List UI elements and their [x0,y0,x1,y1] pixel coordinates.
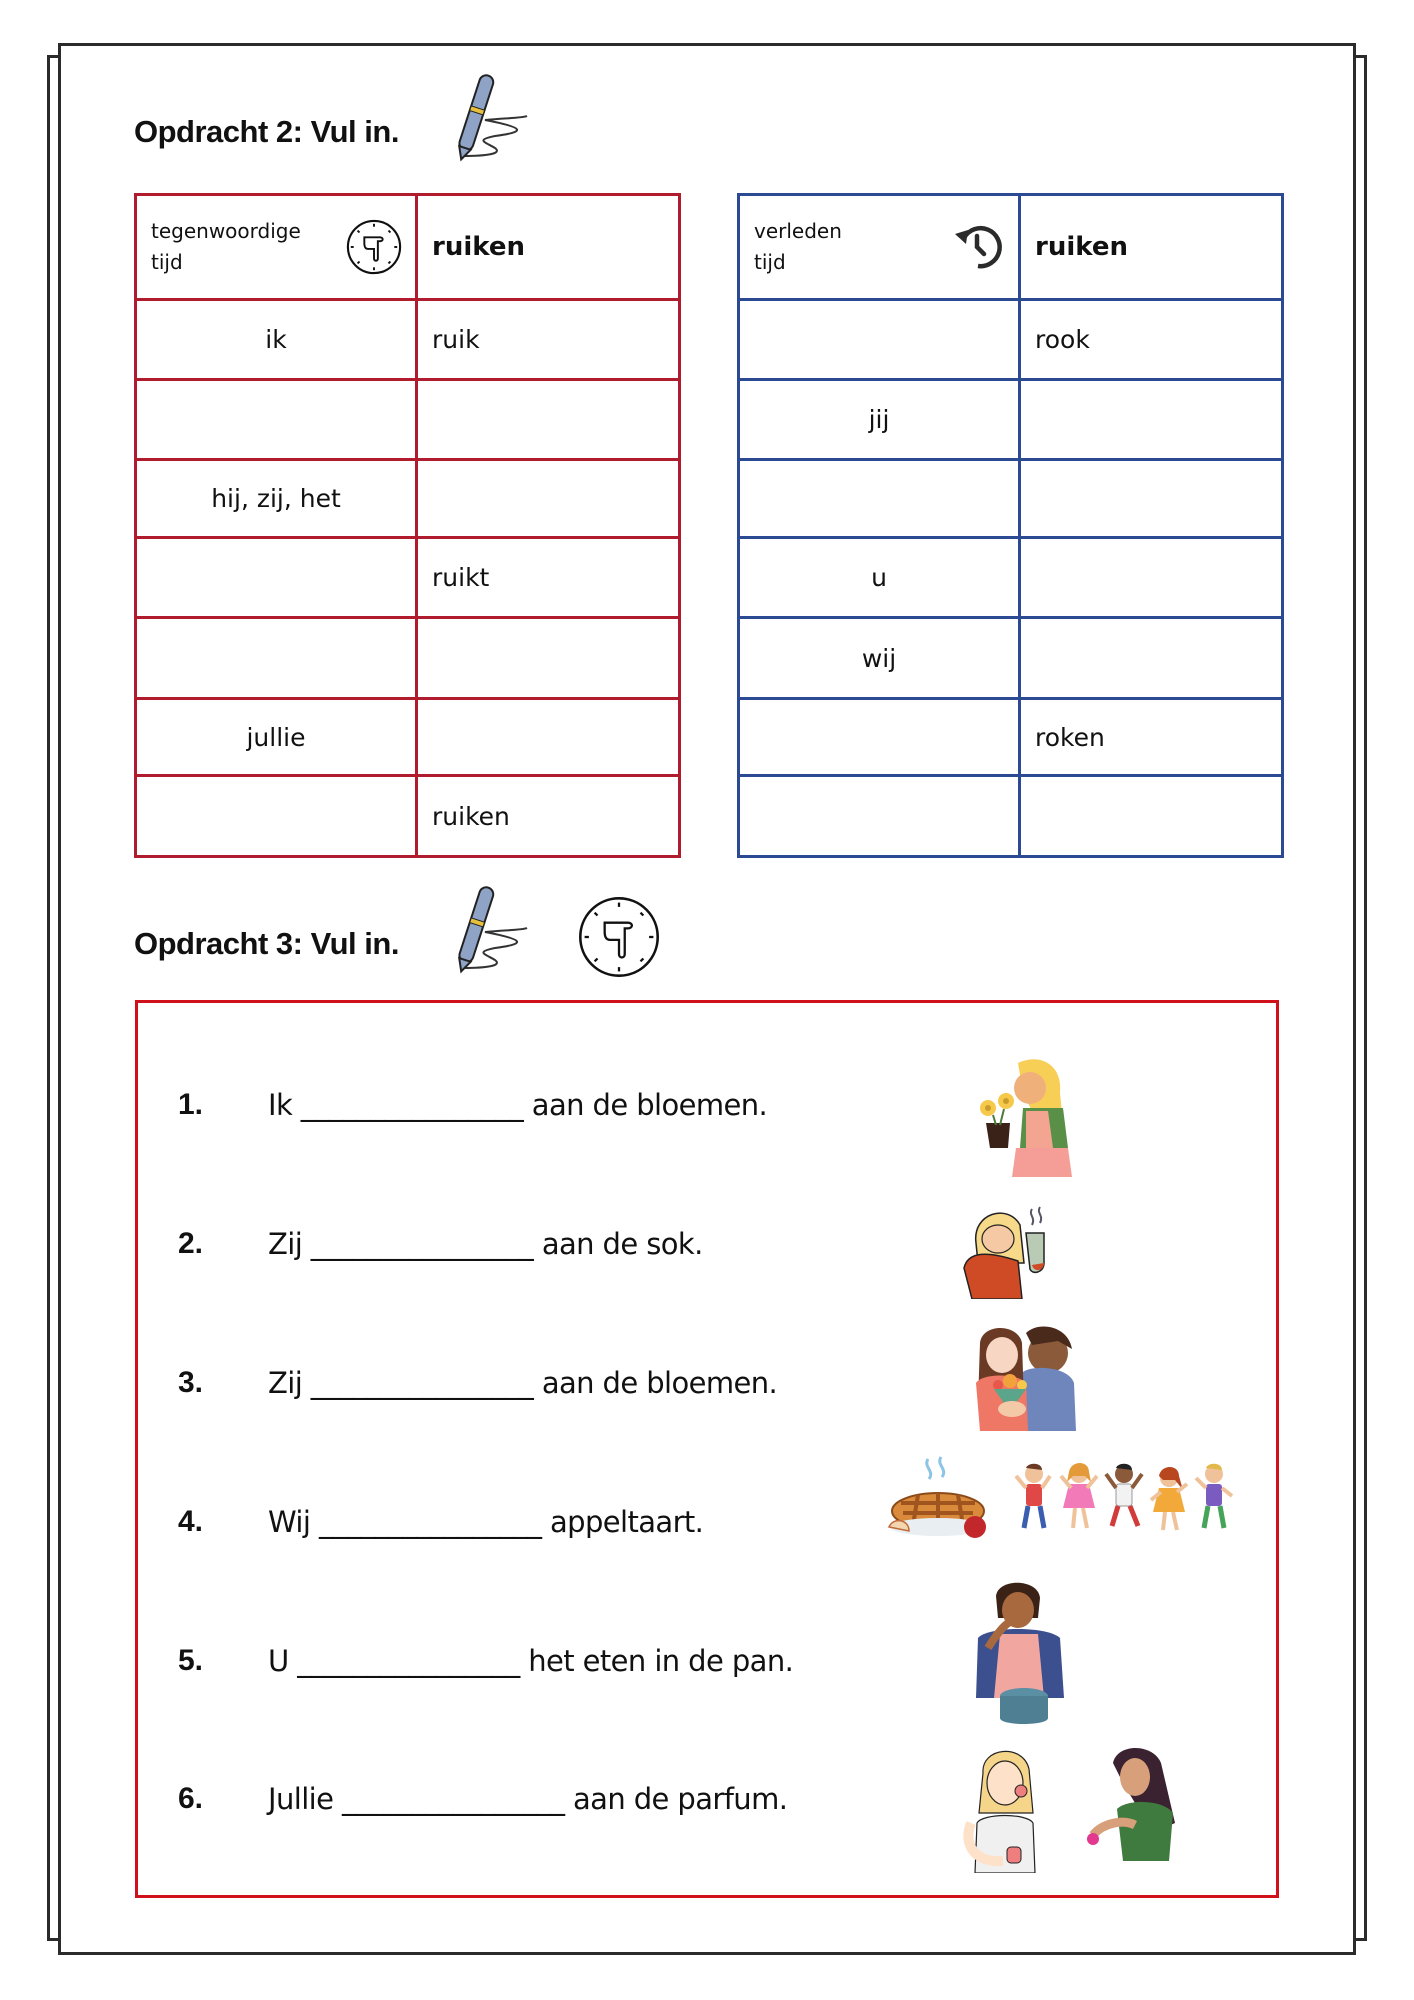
verb-form-cell[interactable] [1020,776,1283,857]
past-tense-label [739,195,1020,300]
clock-pointing-hand-icon [345,218,403,276]
girl-smelling-flowers-illustration [968,1053,1088,1178]
header-label-line2: tijd [754,250,786,274]
table-header-row [136,195,680,300]
table-row [739,380,1283,460]
item-sentence[interactable]: Wij ________________ appeltaart. [268,1505,704,1539]
pronoun-cell: hij, zij, het [136,460,417,538]
exercise-item [178,1636,793,1686]
verb-form-cell[interactable] [417,618,680,699]
apple-pie-illustration [883,1453,1003,1543]
verb-form-cell[interactable] [417,460,680,538]
girl-smelling-sock-illustration [958,1203,1058,1299]
pronoun-cell[interactable] [136,538,417,618]
pronoun-cell[interactable] [739,460,1020,538]
item-sentence[interactable]: Ik ________________ aan de bloemen. [268,1088,768,1122]
pronoun-cell: jij [739,380,1020,460]
header-label-line2: tijd [151,250,183,274]
exercise-item [178,1358,777,1408]
pen-writing-icon [455,70,545,166]
item-sentence[interactable]: U ________________ het eten in de pan. [268,1644,794,1678]
present-tense-label [136,195,417,300]
woman-spraying-perfume-illustration [1083,1743,1193,1868]
past-tense-table [737,193,1284,858]
happy-children-illustration [1008,1458,1243,1538]
table-row [739,776,1283,857]
exercise3-box [135,1000,1279,1898]
table-row [136,618,680,699]
header-label-line1: tegenwoordige [151,219,301,243]
verb-form-cell[interactable] [1020,380,1283,460]
verb-form-cell[interactable] [1020,618,1283,699]
item-sentence[interactable]: Zij ________________ aan de sok. [268,1227,703,1261]
verb-form-cell[interactable]: ruik [417,300,680,380]
pronoun-cell[interactable] [136,380,417,460]
item-sentence[interactable]: Zij ________________ aan de bloemen. [268,1366,778,1400]
table-row [739,300,1283,380]
table-row [136,300,680,380]
woman-smelling-perfume-illustration [963,1743,1078,1873]
item-number: 1. [178,1088,204,1121]
verb-form-cell[interactable] [1020,460,1283,538]
item-sentence[interactable]: Jullie ________________ aan de parfum. [268,1782,788,1816]
table-row [739,460,1283,538]
pronoun-cell[interactable] [136,776,417,857]
item-number: 3. [178,1366,204,1399]
pronoun-cell[interactable] [739,776,1020,857]
pronoun-cell: wij [739,618,1020,699]
pronoun-cell[interactable] [739,300,1020,380]
pronoun-cell[interactable] [136,618,417,699]
table-row [739,699,1283,776]
exercise3-title: Opdracht 3: Vul in. [134,926,399,961]
pronoun-cell: ik [136,300,417,380]
verb-form-cell: roken [1020,699,1283,776]
pen-writing-icon [455,882,545,978]
exercise-item [178,1080,767,1130]
pronoun-cell: jullie [136,699,417,776]
table-row [136,460,680,538]
past-verb-header: ruiken [1020,195,1283,300]
table-row [136,776,680,857]
pronoun-cell: u [739,538,1020,618]
table-row [739,538,1283,618]
header-label-line1: verleden [754,219,842,243]
verb-form-cell[interactable] [417,380,680,460]
present-tense-table [134,193,681,858]
table-row [136,699,680,776]
item-number: 5. [178,1644,204,1677]
verb-form-cell[interactable] [1020,538,1283,618]
verb-form-cell: ruiken [417,776,680,857]
exercise2-title: Opdracht 2: Vul in. [134,114,399,149]
clock-pointing-hand-icon [576,894,662,980]
table-header-row [739,195,1283,300]
verb-form-cell: rook [1020,300,1283,380]
table-row [136,538,680,618]
exercise-item [178,1774,787,1824]
table-row [739,618,1283,699]
exercise-item [178,1497,703,1547]
verb-form-cell[interactable] [417,699,680,776]
item-number: 4. [178,1505,204,1538]
couple-smelling-bouquet-illustration [968,1323,1078,1431]
woman-smelling-pan-illustration [968,1578,1068,1728]
verb-form-cell: ruikt [417,538,680,618]
item-number: 6. [178,1782,204,1815]
present-verb-header: ruiken [417,195,680,300]
exercise-item [178,1219,703,1269]
pronoun-cell[interactable] [739,699,1020,776]
history-clock-icon [952,220,1006,274]
table-row [136,380,680,460]
item-number: 2. [178,1227,204,1260]
